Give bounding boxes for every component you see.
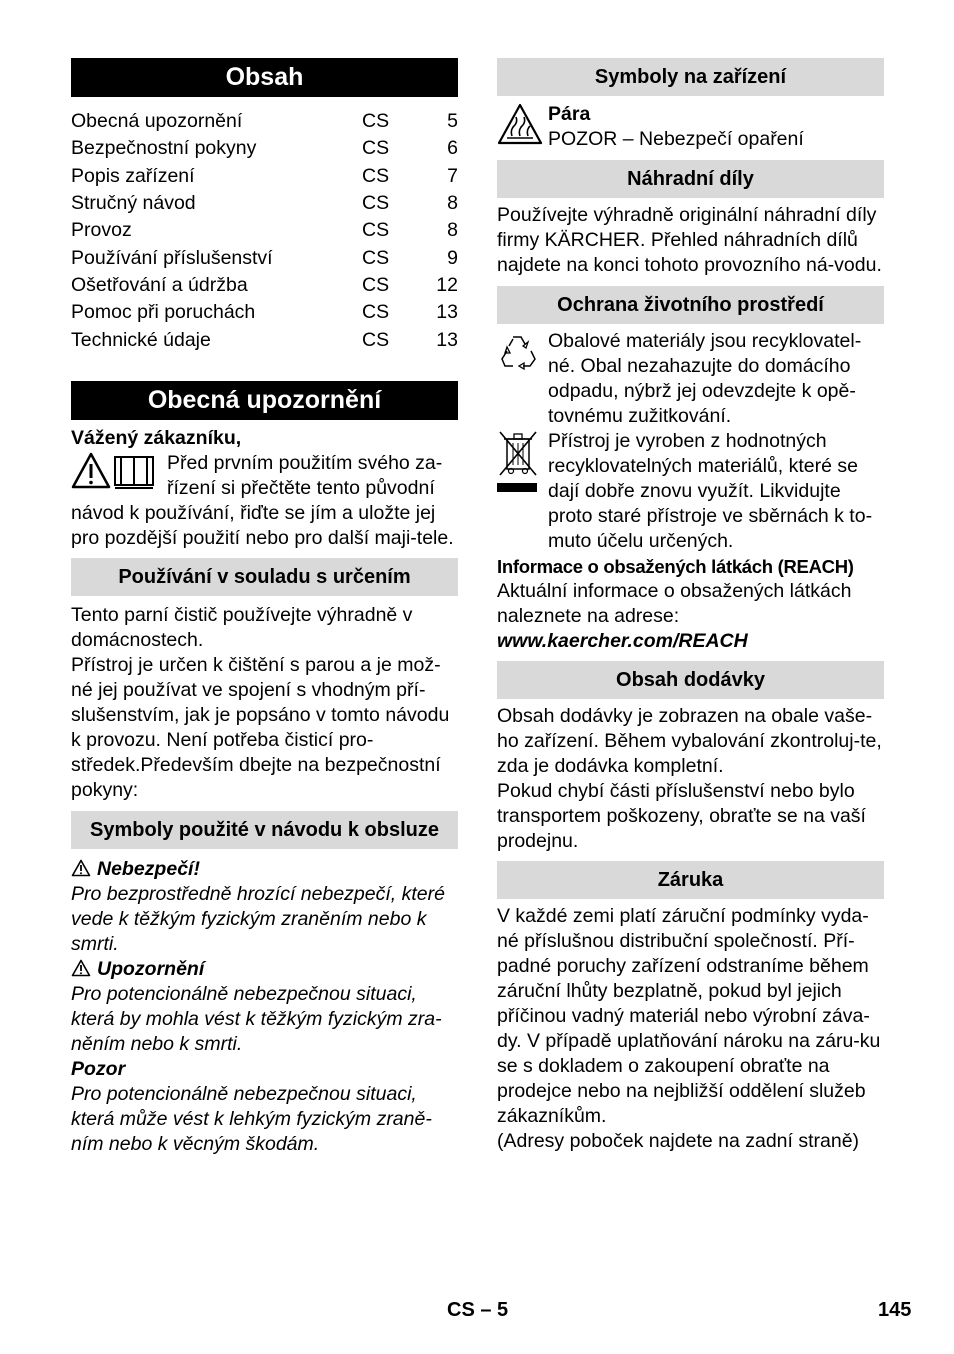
scope-text-1: Obsah dodávky je zobrazen na obale vaše-ho zařízení. Během vybalování zkontroluj-te, zda je dodávka kompletní. [497, 705, 882, 777]
general-heading: Obecná upozornění [71, 381, 458, 420]
scope-heading: Obsah dodávky [497, 661, 884, 699]
footer-page-number: 145 [878, 1299, 912, 1321]
toc-row[interactable]: Používání příslušenství CS 9 [71, 246, 458, 269]
danger-label: Nebezpečí! [71, 857, 458, 882]
hot-steam-warning-icon [497, 102, 548, 153]
warning-text: Pro potencionálně nebezpečnou situaci, která by mohla vést k těžkým fyzickým zra-něním nebo k smrti. [71, 982, 442, 1055]
spare-parts-heading: Náhradní díly [497, 160, 884, 198]
toc-row[interactable]: Popis zařízení CS 7 [71, 164, 458, 187]
warning-triangle-icon [71, 859, 91, 877]
left-column [71, 58, 458, 1157]
footer-section-label: CS – 5 [447, 1299, 509, 1321]
warning-triangle-icon [71, 959, 91, 977]
caution-text: Pro potencionálně nebezpečnou situaci, která může vést k lehkým fyzickým zraně-ním nebo k věcným škodám. [71, 1082, 432, 1155]
greeting: Vážený zákazníku, [71, 426, 242, 449]
warning-label: Upozornění [71, 957, 458, 982]
symbols-device-heading: Symboly na zařízení [497, 58, 884, 96]
intended-use-heading: Používání v souladu s určením [71, 558, 458, 596]
weee-block [497, 429, 884, 554]
intended-use-text-2: Přístroj je určen k čištění s parou a je mož-né jej používat ve spojení s vhodným pří-slušenstvím, jak je popsáno v tomto návodu k provozu. Není potřeba čisticí pro-středek.Především dbejte na bezpečnostní pokyny: [71, 653, 450, 801]
warranty-text-1: V každé zemi platí záruční podmínky vyda-né příslušnou distribuční společností. Pří-padné poruchy zařízení odstraníme během záruční lhůty bezplatně, pokud byl jejich příčinou vadný materiál nebo výrobní záva-dy. V případě uplatňování nároku na záru-ku se s dokladem o zakoupení obraťte na prodejce nebo na nejbližší oddělení služeb zákazníkům. [497, 905, 881, 1127]
intro-block: Před prvním použitím svého za- řízení si přečtěte tento původní [71, 451, 458, 501]
toc-row[interactable]: Technické údaje CS 13 [71, 328, 458, 351]
scope-text-2: Pokud chybí části příslušenství nebo bylo transportem poškozeny, obraťte se na vaší prodejnu. [497, 780, 866, 852]
toc-row[interactable]: Pomoc při poruchách CS 13 [71, 301, 458, 324]
crossed-bin-icon [497, 429, 548, 506]
reach-url-link[interactable]: www.kaercher.com/REACH [497, 630, 748, 652]
environment-heading: Ochrana životního prostředí [497, 286, 884, 324]
recycle-text: Obalové materiály jsou recyklovatel-né. Obal nezahazujte do domácího odpadu, nýbrž jej odevzdejte k opě-tovnému zužitkování. [548, 330, 862, 427]
toc-row[interactable]: Obecná upozornění CS 5 [71, 110, 458, 133]
symbols-manual-heading: Symboly použité v návodu k obsluze [71, 811, 458, 849]
recycle-icon [497, 329, 548, 380]
steam-symbol-block [497, 102, 884, 153]
recycle-block [497, 329, 884, 429]
warranty-text-2: (Adresy poboček najdete na zadní straně) [497, 1130, 860, 1152]
table-of-contents [71, 108, 458, 354]
toc-row[interactable]: Bezpečnostní pokyny CS 6 [71, 137, 458, 160]
steam-label: Pára [548, 103, 591, 125]
danger-text: Pro bezprostředně hrozící nebezpečí, které vede k těžkým fyzickým zraněním nebo k smrti. [71, 882, 445, 955]
toc-heading: Obsah [71, 58, 458, 97]
warranty-heading: Záruka [497, 861, 884, 899]
reach-text: Aktuální informace o obsažených látkách naleznete na adrese: [497, 580, 852, 627]
caution-label: Pozor [71, 1057, 126, 1080]
spare-parts-text: Používejte výhradně originální náhradní díly firmy KÄRCHER. Přehled náhradních dílů najdete na konci tohoto provozního ná-vodu. [497, 204, 882, 276]
weee-text: Přístroj je vyroben z hodnotných recyklovatelných materiálů, které se dají dobře znovu využít. Likvidujte proto staré přístroje ve sběrnách k to-muto účelu určených. [548, 430, 873, 552]
toc-row[interactable]: Stručný návod CS 8 [71, 192, 458, 215]
warning-manual-icon [71, 451, 167, 498]
intro-text: návod k používání, řiďte se jím a uložte jej pro pozdější použití nebo pro další maji-tele. [71, 501, 454, 549]
steam-text: POZOR – Nebezpečí opaření [548, 128, 804, 150]
right-column [497, 58, 884, 1154]
reach-title: Informace o obsažených látkách (REACH) [497, 556, 854, 577]
toc-row[interactable]: Ošetřování a údržba CS 12 [71, 273, 458, 296]
toc-row[interactable]: Provoz CS 8 [71, 219, 458, 242]
intended-use-text-1: Tento parní čistič používejte výhradně v domácnostech. [71, 603, 413, 651]
